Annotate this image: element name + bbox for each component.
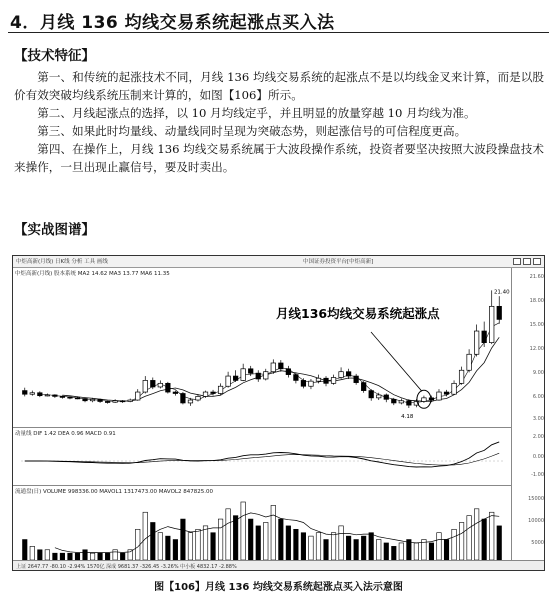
volume-bar	[489, 512, 494, 560]
volume-bar	[226, 509, 231, 560]
volume-bar	[256, 526, 261, 560]
volume-bar	[271, 505, 276, 560]
paragraph-2: 第二、月线起涨点的选择，以 10 月均线定乎，并且明显的放量穿越 10 月均线为准。	[37, 106, 476, 120]
candle-body	[482, 331, 487, 343]
volume-bar	[166, 536, 171, 560]
volume-bar	[452, 529, 457, 560]
paragraph-3: 第三、如果此时均量线、动量线同时呈现为突破态势，则起涨信号的可信程度更高。	[37, 124, 467, 138]
candle-body	[181, 393, 186, 402]
candle-body	[361, 383, 366, 391]
volume-bar	[68, 553, 73, 560]
candle-body	[392, 399, 397, 403]
volume-bar	[98, 553, 103, 560]
volume-bar	[346, 536, 351, 560]
candle-body	[354, 376, 359, 383]
volume-bar	[203, 526, 208, 560]
volume-bar	[151, 522, 156, 560]
volume-bar	[23, 540, 28, 560]
candle-body	[324, 378, 329, 383]
volume-bar	[437, 533, 442, 560]
volume-bar	[444, 540, 449, 560]
volume-bar	[218, 519, 223, 560]
dea-line	[25, 453, 499, 465]
volume-bar	[83, 550, 88, 560]
volume-bar	[233, 516, 238, 560]
candle-body	[369, 391, 374, 398]
candle-body	[264, 372, 269, 379]
candle-body	[158, 383, 163, 387]
momentum-pane-header: 动量线 DIF 1.42 DEA 0.96 MACD 0.91	[15, 431, 116, 437]
volume-bar	[369, 533, 374, 560]
candle-body	[459, 370, 464, 383]
examples-heading: 【实战图谱】	[14, 222, 95, 238]
volume-bar	[331, 533, 336, 560]
stock-chart-screenshot	[12, 255, 545, 571]
volume-bar	[482, 519, 487, 560]
minimize-icon[interactable]	[513, 258, 521, 265]
chart-menu-text: 中炬高新(月线) 日K线 分析 工具 画线	[16, 259, 108, 265]
chart-window-title: 中国证券投资平台[中炬高新]	[303, 259, 374, 265]
candle-body	[113, 401, 118, 402]
price-tick: 6.00	[532, 394, 544, 400]
figure-caption: 图【106】月线 136 均线交易系统起涨点买入法示意图	[154, 582, 403, 593]
volume-bar	[158, 533, 163, 560]
features-body	[14, 68, 544, 176]
price-tick: 18.00	[529, 298, 544, 304]
ma-line-3	[40, 323, 499, 403]
price-tick: 3.00	[532, 416, 544, 422]
volume-bar	[53, 553, 58, 560]
candle-body	[384, 395, 389, 399]
volume-bar	[399, 543, 404, 560]
volume-bar	[211, 533, 216, 560]
price-tick: 21.60	[529, 274, 544, 280]
dif-line	[25, 442, 499, 467]
candle-body	[407, 401, 412, 405]
candle-body	[120, 401, 125, 402]
volume-tick: 5000	[531, 540, 544, 546]
volume-bar	[30, 546, 35, 560]
volume-pane-header: 流通盘(日) VOLUME 998336.00 MAVOL1 1317473.00 MAVOL2 847825.00	[15, 489, 213, 495]
candle-body	[271, 363, 276, 372]
price-tick: 12.00	[529, 346, 544, 352]
candle-body	[151, 380, 156, 387]
candle-body	[233, 376, 238, 380]
candle-body	[294, 375, 299, 381]
candle-body	[474, 331, 479, 354]
paragraph-1: 第一、和传统的起涨技术不同，月线 136 均线交易系统的起涨点不是以均线金叉来计算，而是以股价有效突破均线系统压制来计算的，如图【106】所示。	[14, 70, 544, 102]
momentum-tick: 0.00	[532, 454, 544, 460]
candle-body	[83, 399, 88, 401]
volume-tick: 10000	[528, 518, 544, 524]
candle-body	[489, 306, 494, 342]
candle-body	[399, 401, 404, 403]
candle-body	[143, 380, 148, 392]
candle-body	[301, 380, 306, 386]
candle-body	[45, 395, 50, 396]
candle-body	[38, 393, 43, 396]
candle-body	[309, 381, 314, 386]
price-axis	[511, 268, 545, 428]
volume-bar	[135, 529, 140, 560]
volume-bar	[361, 536, 366, 560]
close-icon[interactable]	[533, 258, 541, 265]
market-ticker-bar: 上证 2647.77 -80.10 -2.94% 1570亿 深成 9681.37 -326.45 -3.26% 中小板 4832.17 -2.88%	[13, 560, 544, 570]
momentum-tick: -1.00	[531, 472, 544, 478]
candle-body	[173, 392, 178, 393]
candle-body	[75, 398, 80, 399]
volume-bar	[354, 540, 359, 560]
volume-tick: 15000	[528, 496, 544, 502]
volume-bar	[497, 526, 502, 560]
price-tick: 9.00	[532, 370, 544, 376]
candle-body	[437, 392, 442, 400]
candle-body	[203, 392, 208, 396]
paragraph-4: 第四、在操作上，月线 136 均线交易系统属于大波段操作系统，投资者要坚决按照大波段操盘技术来操作，一旦出现止赢信号，要及时卖出。	[14, 142, 544, 174]
candle-body	[339, 372, 344, 378]
candle-body	[218, 386, 223, 393]
volume-bar	[188, 533, 193, 560]
candle-body	[422, 398, 427, 402]
volume-bar	[45, 550, 50, 560]
candle-body	[135, 392, 140, 400]
volume-bar	[241, 502, 246, 560]
volume-bar	[181, 519, 186, 560]
candle-body	[196, 396, 201, 400]
volume-bar	[376, 540, 381, 560]
volume-bar	[339, 526, 344, 560]
candle-body	[23, 391, 28, 395]
volume-bar	[459, 522, 464, 560]
candle-body	[68, 397, 73, 398]
volume-bar	[301, 533, 306, 560]
volume-bar	[286, 526, 291, 560]
volume-bar	[384, 543, 389, 560]
features-heading: 【技术特征】	[14, 48, 95, 64]
volume-bar	[113, 550, 118, 560]
volume-bar	[279, 519, 284, 560]
volume-bar	[294, 529, 299, 560]
volume-bar	[474, 509, 479, 560]
volume-bar	[173, 540, 178, 560]
volume-bar	[316, 533, 321, 560]
volume-bar	[467, 516, 472, 560]
price-pane-header: 中炬高新(月线) 股本系统 MA2 14.62 MA3 13.77 MA6 11.35	[15, 271, 170, 277]
volume-bar	[324, 540, 329, 560]
candle-body	[444, 392, 449, 394]
breakout-annotation: 月线136均线交易系统起涨点	[276, 306, 440, 321]
candle-body	[53, 395, 58, 396]
maximize-icon[interactable]	[523, 258, 531, 265]
candle-body	[316, 378, 321, 381]
candle-body	[429, 398, 434, 400]
low-price-label: 4.18	[401, 414, 414, 421]
candle-body	[60, 396, 65, 397]
volume-bar	[38, 550, 43, 560]
volume-bar	[120, 553, 125, 560]
candle-body	[105, 401, 110, 402]
candle-body	[286, 369, 291, 375]
volume-bar	[60, 553, 65, 560]
volume-bar	[143, 512, 148, 560]
candle-body	[346, 372, 351, 376]
high-price-label: 21.40	[493, 289, 510, 296]
volume-bar	[248, 519, 253, 560]
candle-body	[331, 378, 336, 384]
candle-body	[497, 306, 502, 319]
candle-body	[188, 400, 193, 403]
momentum-axis	[511, 428, 545, 486]
momentum-tick: 2.00	[532, 434, 544, 440]
volume-bar	[75, 553, 80, 560]
candle-body	[226, 376, 231, 386]
volume-bar	[105, 553, 110, 560]
candle-body	[166, 383, 171, 392]
candle-body	[128, 400, 133, 401]
candle-body	[279, 363, 284, 369]
volume-axis	[511, 486, 545, 562]
volume-bar	[128, 550, 133, 560]
annotation-arrow	[371, 332, 422, 391]
title-underline	[8, 32, 549, 33]
candle-body	[241, 369, 246, 381]
price-tick: 15.00	[529, 322, 544, 328]
volume-bar	[90, 553, 95, 560]
candle-body	[376, 395, 381, 398]
candle-body	[467, 354, 472, 370]
candle-body	[452, 383, 457, 394]
section-title: 4．月线 136 均线交易系统起涨点买入法	[10, 13, 335, 33]
candle-body	[98, 399, 103, 401]
volume-bar	[196, 529, 201, 560]
volume-bar	[392, 546, 397, 560]
candle-body	[256, 373, 261, 379]
volume-bar	[309, 536, 314, 560]
volume-bar	[414, 543, 419, 560]
volume-bar	[264, 522, 269, 560]
volume-bar	[429, 543, 434, 560]
candle-body	[30, 393, 35, 394]
candle-body	[90, 399, 95, 400]
candle-body	[211, 392, 216, 393]
candle-body	[248, 369, 253, 373]
